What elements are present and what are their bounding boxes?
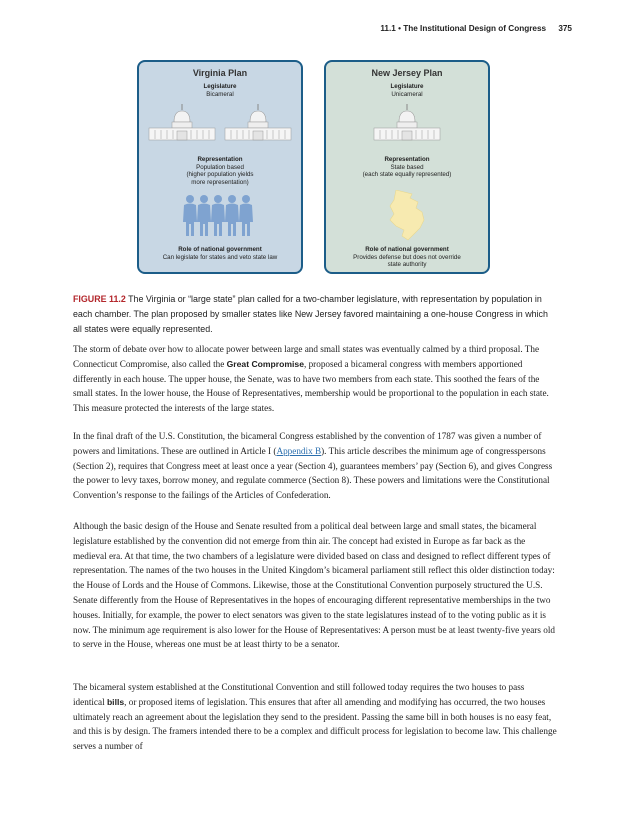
virginia-legislature-value: Bicameral bbox=[206, 90, 234, 98]
figure-caption bbox=[73, 292, 557, 337]
new-jersey-capitol bbox=[326, 102, 488, 144]
new-jersey-role bbox=[330, 246, 484, 269]
paragraph-3: Although the basic design of the House and Senate resulted from a political deal between large and small states, the bicameral legislature established by the convention did not emerge from thin air. The concept had existed in Europe as far back as the medieval era. At that time, the two chambers of a legislature were divided based on class and designed to reflect different types of representation. The names of the two houses in the United Kingdom’s bicameral parliament still reflect this older distinction today: the House of Lords and the House of Commons. Likewise, those at the Constitutional Convention purposely structured the U.S. Senate differently from the House of Representatives in the hopes of encouraging different representative memberships in the two houses. Initially, for example, the power to elect senators was given to the state legislatures instead of to the voting public as it is now. The minimum age requirement is also lower for the House of Representatives: A person must be at least twenty-five years old to serve in the House, whereas one must be at least thirty to be a senator. bbox=[73, 521, 555, 650]
virginia-representation bbox=[143, 156, 297, 186]
person-silhouette-icon bbox=[139, 194, 301, 238]
virginia-representation-value-1: Population based bbox=[196, 163, 244, 171]
paragraph-1 bbox=[73, 342, 557, 416]
virginia-role-value: Can legislate for states and veto state law bbox=[162, 253, 278, 261]
figure-caption-label: FIGURE 11.2 bbox=[73, 294, 126, 304]
virginia-plan-title: Virginia Plan bbox=[192, 68, 248, 78]
virginia-role-label: Role of national government bbox=[178, 246, 262, 253]
paragraph-1-text-b: , proposed a bicameral congress with members apportioned differently in each house. The upper house, the Senate, was to have two members from each state. This soothed the fears of the small states. In the lower house, the House of Representatives, membership would be proportional to the population in each state. This measure protected the interests of the large states. bbox=[73, 358, 549, 414]
virginia-representation-value-2: (higher population yields bbox=[186, 171, 254, 179]
paragraph-1-text-a: The storm of debate over how to allocate power between large and small states was eventually calmed by a third proposal. The Connecticut Compromise, also called the bbox=[73, 344, 540, 369]
new-jersey-legislature-label: Legislature bbox=[390, 83, 424, 90]
virginia-capitols bbox=[139, 102, 301, 144]
paragraph-2-text-a: In the final draft of the U.S. Constitution, the bicameral Congress established by the convention of 1787 was given a number of powers and limitations. These are outlined in Article I ( bbox=[73, 431, 542, 456]
capitol-building-icon bbox=[147, 102, 217, 144]
running-header bbox=[380, 24, 572, 33]
new-jersey-role-label: Role of national government bbox=[365, 246, 449, 253]
great-compromise-term: Great Compromise bbox=[226, 358, 304, 369]
new-jersey-representation bbox=[330, 156, 484, 179]
appendix-b-link[interactable]: Appendix B bbox=[276, 445, 322, 456]
paragraph-4-text-b: , or proposed items of legislation. This ensures that after all amending and modifying has occurred, the two houses ultimately reach an agreement about the legislation they send to the president. Passing the same bill in both houses is no easy feat, and this is by design. The framers intended there to be a complex and difficult process for legislation to become law. This challenge serves a number of bbox=[73, 696, 557, 752]
new-jersey-representation-value-2: (each state equally represented) bbox=[362, 171, 452, 179]
new-jersey-representation-value-1: State based bbox=[390, 163, 424, 171]
virginia-representation-value-3: more representation) bbox=[191, 178, 249, 186]
virginia-legislature-label: Legislature bbox=[203, 83, 237, 90]
figure-caption-text: The Virginia or “large state” plan called for a two-chamber legislature, with representation by population in each chamber. The plan proposed by smaller states like New Jersey favored maintaining a one-house Congress in which all states were equally represented. bbox=[73, 294, 548, 334]
new-jersey-plan-panel bbox=[324, 60, 490, 274]
new-jersey-role-value-2: state authority bbox=[387, 261, 427, 269]
virginia-role bbox=[143, 246, 297, 261]
bills-term: bills bbox=[106, 696, 125, 707]
virginia-plan-panel bbox=[137, 60, 303, 274]
new-jersey-plan-title: New Jersey Plan bbox=[371, 68, 443, 78]
population-people bbox=[139, 194, 301, 238]
paragraph-4 bbox=[73, 680, 557, 754]
new-jersey-representation-label: Representation bbox=[384, 156, 430, 163]
capitol-building-icon bbox=[223, 102, 293, 144]
new-jersey-legislature-value: Unicameral bbox=[391, 90, 423, 98]
running-title: 11.1 • The Institutional Design of Congress bbox=[380, 24, 547, 33]
paragraph-2-text-b: ). This article describes the minimum age of congresspersons (Section 2), requires that Congress meet at least once a year (Section 4), guarantees members’ pay (Section 6), and gives Congress the power to levy taxes, borrow money, and regulate commerce (Section 8). These powers and limitations were the Constitutional Convention’s response to the failings of the Articles of Confederation. bbox=[73, 445, 553, 501]
virginia-legislature bbox=[143, 83, 297, 98]
virginia-representation-label: Representation bbox=[197, 156, 243, 163]
paragraph-4-text-a: The bicameral system established at the Constitutional Convention and still followed today requires the two houses to pass identical bbox=[73, 682, 525, 707]
new-jersey-role-value-1: Provides defense but does not override bbox=[353, 253, 461, 261]
new-jersey-map-icon bbox=[386, 190, 430, 242]
paragraph-2 bbox=[73, 429, 557, 503]
new-jersey-legislature bbox=[330, 83, 484, 98]
page-number: 375 bbox=[558, 24, 572, 33]
capitol-building-icon bbox=[372, 102, 442, 144]
